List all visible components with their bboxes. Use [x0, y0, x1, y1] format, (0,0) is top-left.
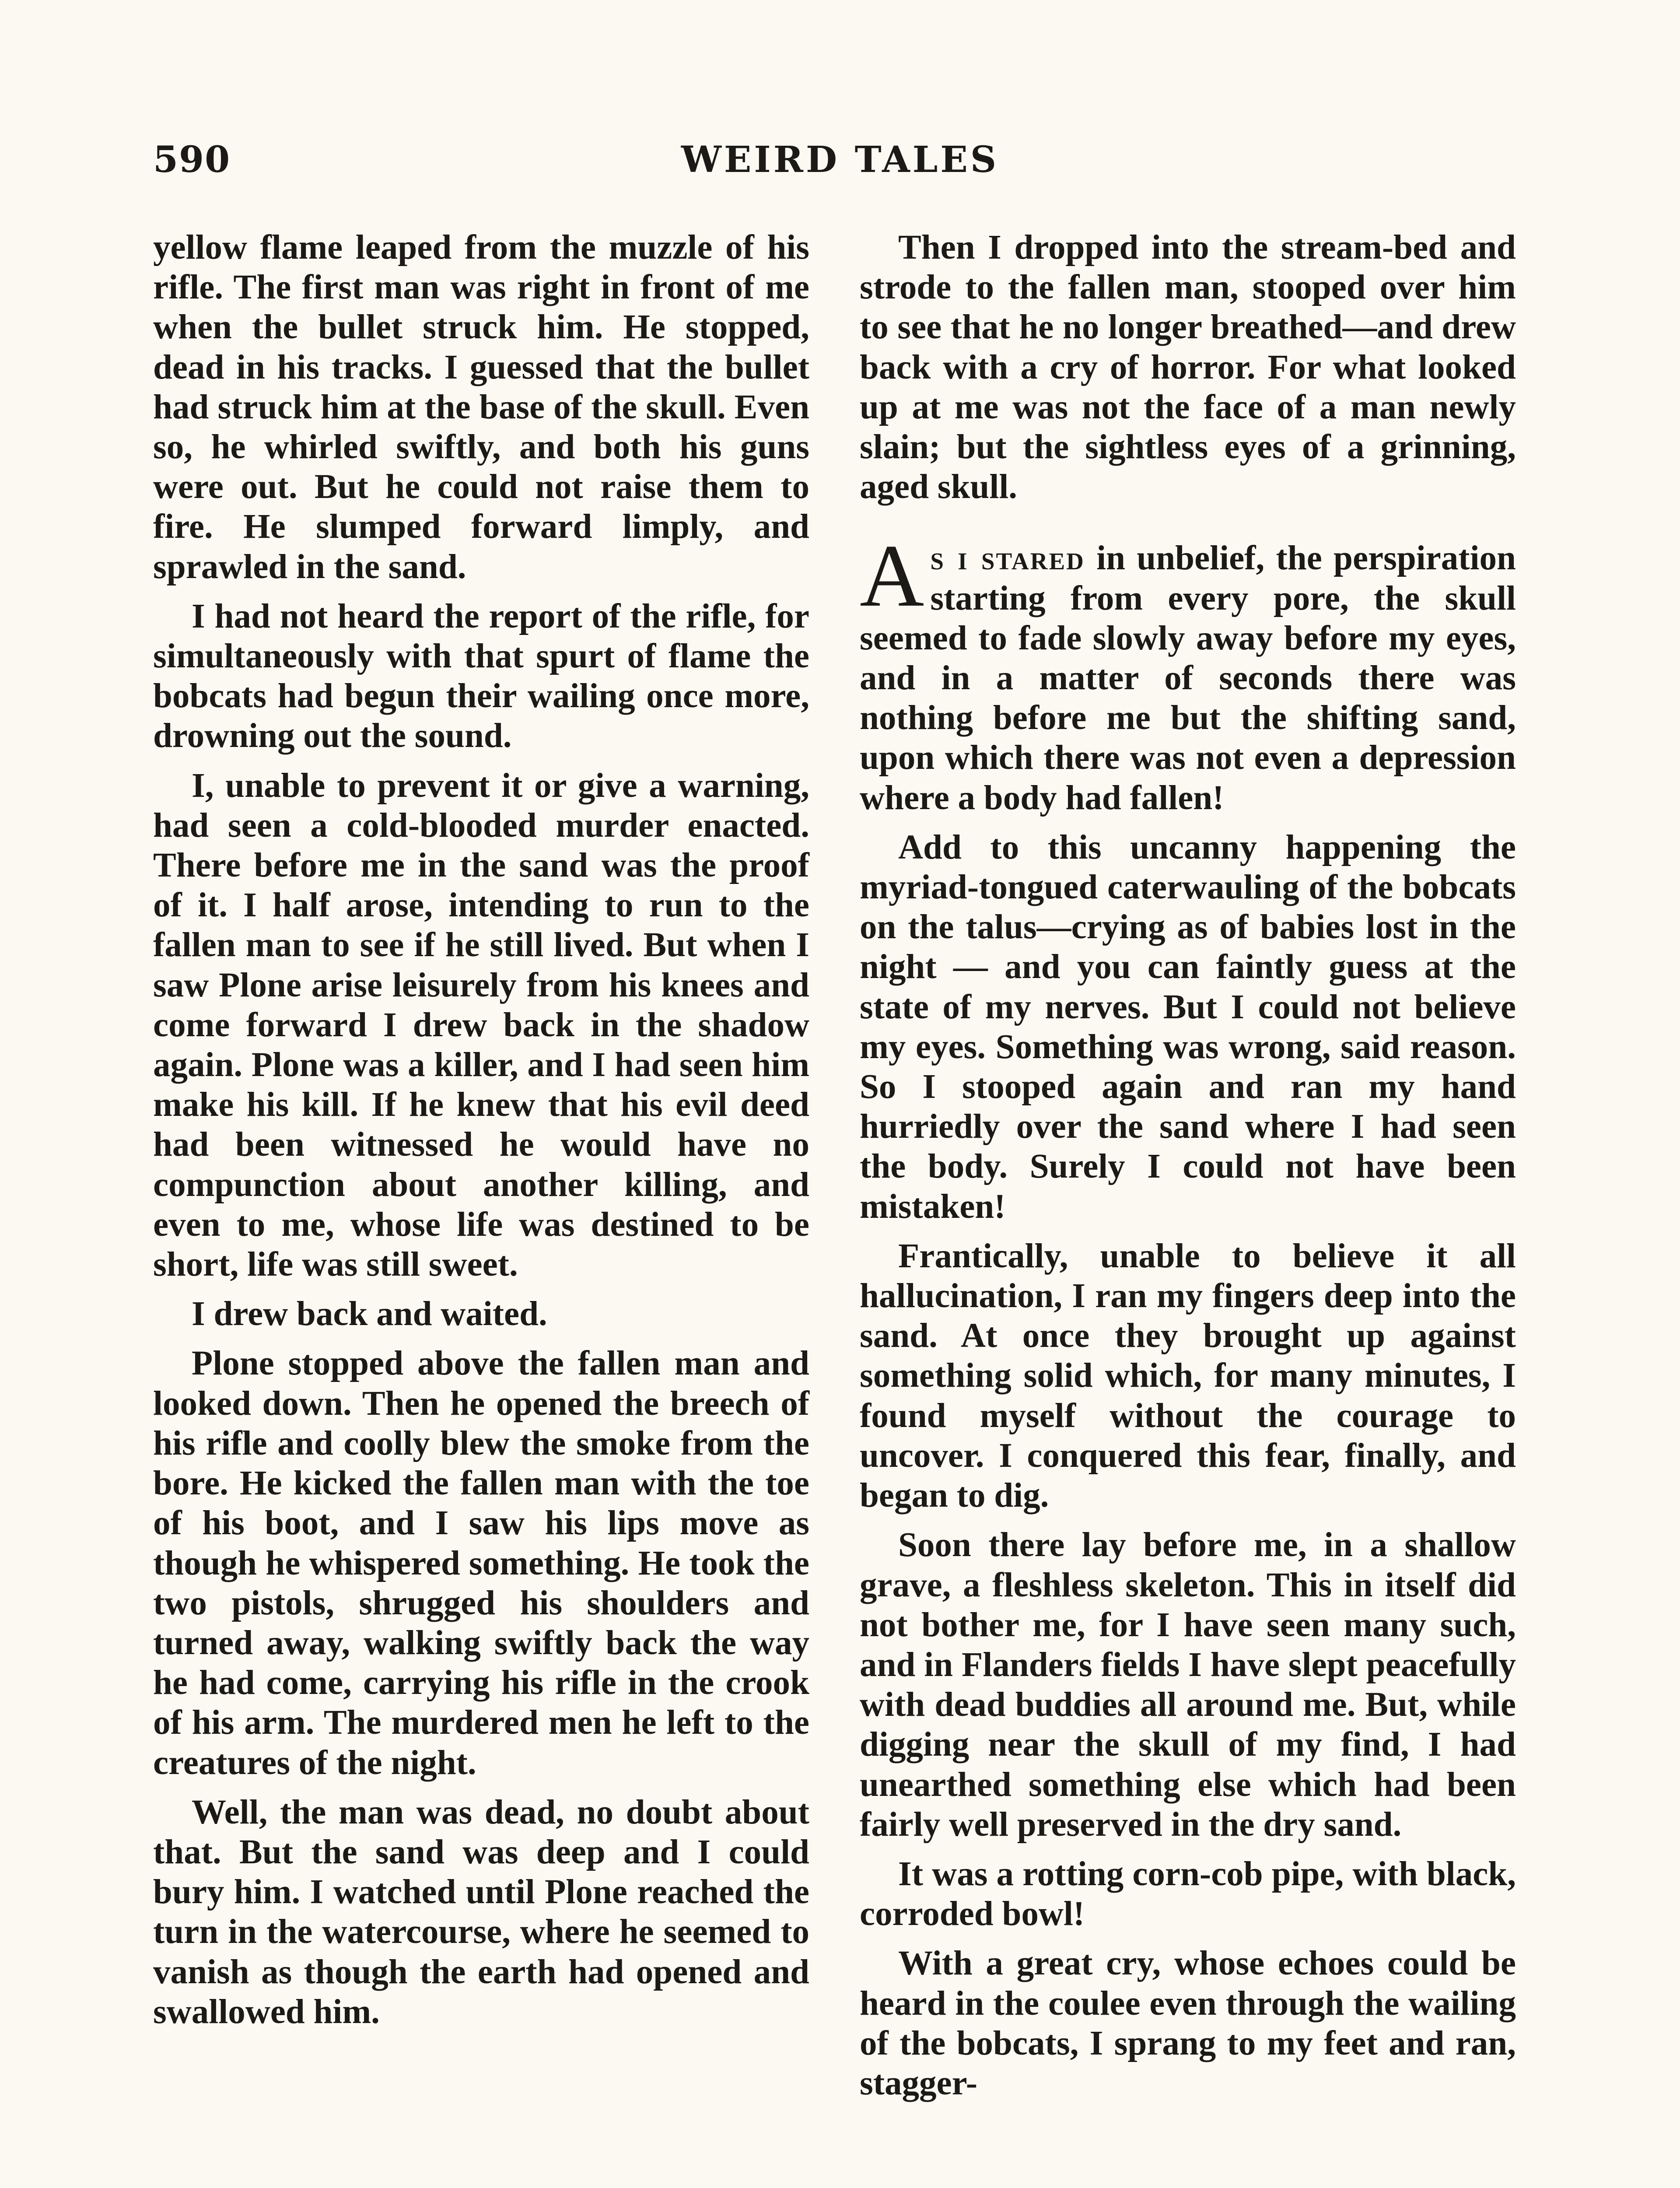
left-column	[153, 228, 809, 2041]
section-opening-paragraph	[860, 526, 1516, 817]
left-paragraph: Plone stopped above the fallen man and looked down. Then he opened the breech of his rifle and coolly blew the smoke from the bore. He kicked the fallen man with the toe of his boot, and I saw his lips move as though he whispered something. He took the two pistols, shrugged his shoulders and turned away, walking swiftly back the way he had come, carrying his rifle in the crook of his arm. The murdered men he left to the creatures of the night.	[153, 1344, 809, 1782]
right-paragraph: Soon there lay before me, in a shallow grave, a fleshless skeleton. This in itself did not bother me, for I have seen many such, and in Flanders fields I have slept peacefully with dead buddies all around me. But, while digging near the skull of my find, I had unearthed something else which had been fairly well preserved in the dry sand.	[860, 1526, 1516, 1844]
small-caps-lead: s i stared	[930, 539, 1085, 578]
left-paragraph: Well, the man was dead, no doubt about that. But the sand was deep and I could bury him. I watched until Plone reached the turn in the watercourse, where he seemed to vanish as though the earth had opened and swallowed him.	[153, 1793, 809, 2031]
right-paragraph: With a great cry, whose echoes could be heard in the coulee even through the wailing of the bobcats, I sprang to my feet and ran, stagger-	[860, 1944, 1516, 2102]
right-column	[860, 228, 1516, 2113]
drop-cap: A	[860, 526, 924, 626]
left-paragraph: I had not heard the report of the rifle, for simultaneously with that spurt of flame the bobcats had begun their wailing once more, drowning out the sound.	[153, 597, 809, 755]
right-paragraph: It was a rotting corn-cob pipe, with black, corroded bowl!	[860, 1855, 1516, 1933]
page-header	[153, 136, 1527, 188]
running-title: WEIRD TALES	[681, 139, 999, 181]
page-number: 590	[153, 139, 231, 181]
right-paragraph: Add to this uncanny happening the myriad-tongued caterwauling of the bobcats on the talus—crying as of babies lost in the night — and you can faintly guess at the state of my nerves. But I could not believe my eyes. Something was wrong, said reason. So I stooped again and ran my hand hurriedly over the sand where I had seen the body. Surely I could not have been mistaken!	[860, 828, 1516, 1226]
right-paragraph: Frantically, unable to believe it all hallucination, I ran my fingers deep into the sand. At once they brought up against something solid which, for many minutes, I found myself without the courage to uncover. I conquered this fear, finally, and began to dig.	[860, 1237, 1516, 1515]
left-paragraph: yellow flame leaped from the muzzle of his rifle. The first man was right in front of me when the bullet struck him. He stopped, dead in his tracks. I guessed that the bullet had struck him at the base of the skull. Even so, he whirled swiftly, and both his guns were out. But he could not raise them to fire. He slumped forward limply, and sprawled in the sand.	[153, 228, 809, 586]
left-paragraph: I drew back and waited.	[192, 1295, 547, 1333]
left-paragraph: I, unable to prevent it or give a warning, had seen a cold-blooded murder enacted. There before me in the sand was the proof of it. I half arose, intending to run to the fallen man to see if he still lived. But when I saw Plone arise leisurely from his knees and come forward I drew back in the shadow again. Plone was a killer, and I had seen him make his kill. If he knew that his evil deed had been witnessed he would have no compunction about another killing, and even to me, whose life was destined to be short, life was still sweet.	[153, 766, 809, 1284]
right-paragraph: Then I dropped into the stream-bed and strode to the fallen man, stooped over him to see that he no longer breathed—and drew back with a cry of horror. For what looked up at me was not the face of a man newly slain; but the sightless eyes of a grinning, aged skull.	[860, 228, 1516, 506]
section-opening-text: in unbelief, the perspiration starting from every pore, the skull seemed to fade slowly away before my eyes, and in a matter of seconds there was nothing before me but the shifting sand, upon which there was not even a depression where a body had fallen!	[860, 539, 1516, 817]
